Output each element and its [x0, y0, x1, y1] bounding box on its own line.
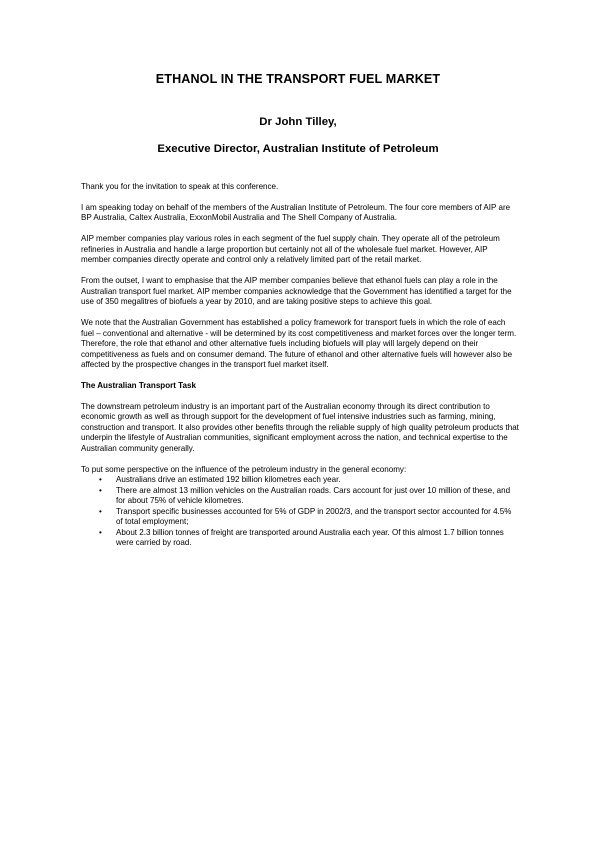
paragraph-ethanol-role: From the outset, I want to emphasise that the AIP member companies believe that ethanol fuels can play a role in the Australian transport fuel market. AIP member companies acknowledge that the Government has identified a target for the use of 350 megalitres of biofuels a year by 2010, and are taking positive steps to achieve this goal.	[81, 276, 512, 307]
paragraph-policy-framework: We note that the Australian Government has established a policy framework for transport fuels in which the role of each fuel – conventional and alternative - will be determined by its cost competitiveness and market forces over the longer term. Therefore, the role that ethanol and other alternative fuels including biofuels will play will largely depend on their competitiveness as fuels and on consumer demand. The future of ethanol and other alternative fuels will however also be affected by the prospective changes in the transport fuel market itself.	[81, 318, 517, 370]
document-body	[81, 182, 519, 549]
list-item	[81, 507, 519, 528]
author-role: Executive Director, Australian Institute of Petroleum	[157, 143, 439, 155]
section-heading: The Australian Transport Task	[81, 380, 196, 390]
paragraph-perspective: To put some perspective on the influence of the petroleum industry in the general economy:	[81, 464, 407, 474]
bullet-icon: •	[99, 485, 102, 495]
statistics-list	[81, 475, 519, 549]
document-title: ETHANOL IN THE TRANSPORT FUEL MARKET	[155, 72, 441, 86]
bullet-icon: •	[99, 506, 102, 516]
list-item-text: Australians drive an estimated 192 billion kilometres each year.	[116, 475, 341, 485]
paragraph-member-roles: AIP member companies play various roles in each segment of the fuel supply chain. They operate all of the petroleum refineries in Australia and handle a large proportion but certainly not all of the wholesale fuel market. However, AIP member companies directly operate and control only a relatively limited part of the retail market.	[81, 234, 500, 265]
paragraph-thanks: Thank you for the invitation to speak at this conference.	[81, 182, 279, 191]
list-item	[81, 528, 519, 549]
list-item-text: There are almost 13 million vehicles on the Australian roads. Cars account for just over 10 million of these, and for about 75% of vehicle kilometres.	[116, 485, 511, 506]
paragraph-downstream-industry: The downstream petroleum industry is an important part of the Australian economy through its direct contribution to economic growth as well as through support for the development of fuel intensive industries such as farming, mining, construction and transport. It also provides other benefits through the reliable supply of high quality petroleum products that underpin the lifestyle of Australian communities, significant employment across the nation, and technical expertise to the Australian community generally.	[81, 401, 519, 453]
paragraph-aip-members: I am speaking today on behalf of the members of the Australian Institute of Petroleum. The four core members of AIP are BP Australia, Caltex Australia, ExxonMobil Australia and The Shell Company of Australia.	[81, 202, 511, 223]
bullet-icon: •	[99, 527, 102, 537]
author-name: Dr John Tilley,	[259, 116, 337, 128]
list-item-text: Transport specific businesses accounted for 5% of GDP in 2002/3, and the transport sector accounted for 4.5% of total employment;	[116, 506, 512, 527]
bullet-icon: •	[99, 475, 102, 485]
list-item-text: About 2.3 billion tonnes of freight are transported around Australia each year. Of this almost 1.7 billion tonnes were carried by road.	[116, 527, 504, 548]
list-item	[81, 475, 519, 486]
list-item	[81, 486, 519, 507]
